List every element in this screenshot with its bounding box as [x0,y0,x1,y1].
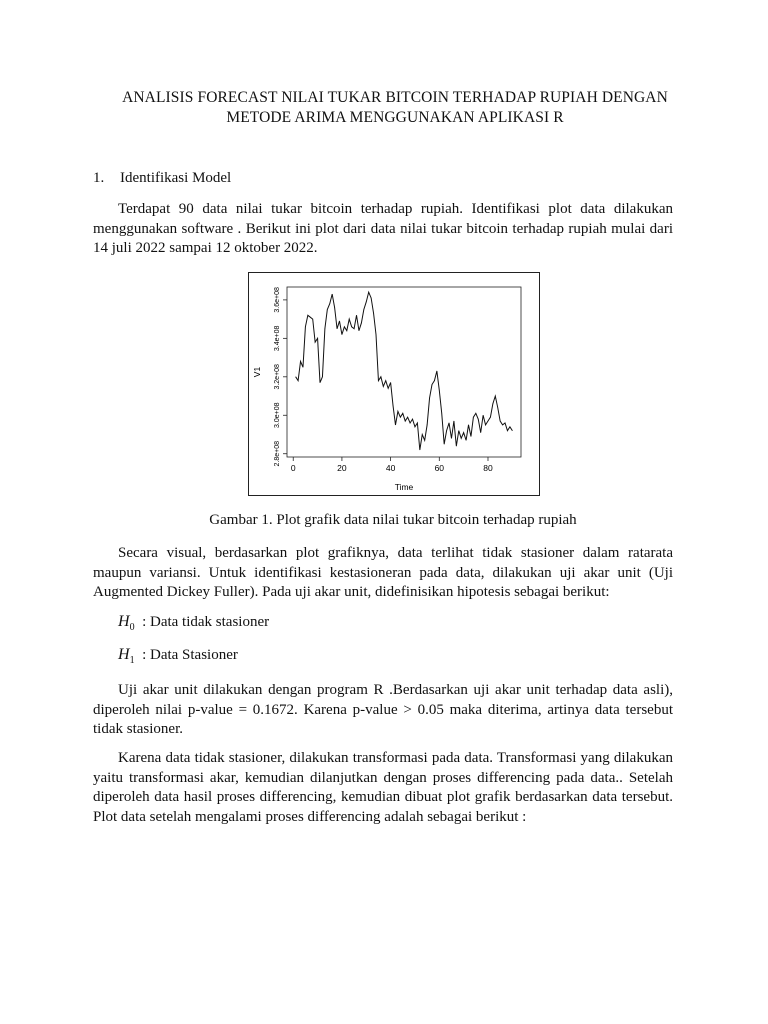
h1-symbol: H [118,646,130,663]
data-point [483,415,484,416]
line-chart [249,273,539,495]
data-point [463,432,464,433]
data-point [390,382,391,383]
data-point [405,421,406,422]
data-point [427,425,428,426]
paragraph-intro: Terdapat 90 data nilai tukar bitcoin terhadap rupiah. Identifikasi plot data dilakukan menggunakan software . Berikut ini plot dari data nilai tukar bitcoin terhadap rupiah mulai dari 14 juli 2022 sampai 12 oktober 2022. [93,201,673,256]
data-point [398,411,399,412]
data-point [325,328,326,329]
data-point [298,380,299,381]
data-point [308,315,309,316]
data-point [424,440,425,441]
data-point [371,298,372,299]
y-tick-label: 3.0e+08 [274,402,281,429]
plot-frame [287,287,521,457]
data-point [305,327,306,328]
data-point [420,450,421,451]
data-point [329,303,330,304]
x-tick-label: 80 [483,463,493,473]
data-point [383,386,384,387]
hypothesis-h1 [118,646,238,666]
data-point [295,377,296,378]
data-point [468,425,469,426]
data-point [400,417,401,418]
data-point [310,317,311,318]
section-heading [93,170,231,187]
data-point [361,323,362,324]
data-point [434,380,435,381]
data-point [349,319,350,320]
data-point [461,438,462,439]
data-point [485,425,486,426]
paragraph-transformation: Karena data tidak stasioner, dilakukan transformasi pada data. Transformasi yang dilakukan yaitu transformasi akar, kemudian dilanjutkan dengan proses differencing pada data.. Setelah diperoleh data hasil proses differencing, kemudian dibuat plot grafik berdasarkan data tersebut. Plot data setelah mengalami proses differencing adalah sebagai berikut : [93,750,673,825]
document-title [95,88,695,128]
data-point [495,396,496,397]
x-tick-label: 0 [290,463,296,473]
data-point [437,371,438,372]
section-number: 1. [93,170,105,186]
data-point [502,425,503,426]
data-point [300,361,301,362]
data-point [480,432,481,433]
data-point [368,292,369,293]
data-point [354,328,355,329]
data-point [322,377,323,378]
x-tick-label: 20 [337,463,347,473]
data-point [339,321,340,322]
data-point [490,417,491,418]
time-series-figure [248,272,540,496]
x-axis-label: Time [394,482,414,492]
data-point [441,413,442,414]
data-point [334,307,335,308]
data-point [454,421,455,422]
data-point [466,440,467,441]
h0-symbol: H [118,613,130,630]
data-point [337,328,338,329]
data-point [381,377,382,378]
data-point [378,380,379,381]
data-point [458,430,459,431]
y-axis-label: V1 [252,366,262,378]
data-point [415,427,416,428]
data-point [449,423,450,424]
y-tick-label: 3.6e+08 [274,287,281,313]
data-point [510,427,511,428]
h1-text: : Data Stasioner [142,647,238,663]
data-point [451,438,452,439]
data-point [351,327,352,328]
x-tick-label: 60 [434,463,445,473]
series-line [296,292,513,450]
data-point [346,330,347,331]
data-point [471,436,472,437]
data-point [312,319,313,320]
data-point [364,309,365,310]
data-point [407,417,408,418]
data-point [344,327,345,328]
data-point [478,419,479,420]
data-point [327,309,328,310]
data-point [388,388,389,389]
data-point [507,430,508,431]
title-line-2: METODE ARIMA MENGGUNAKAN APLIKASI R [226,109,564,126]
data-point [500,421,501,422]
data-point [385,380,386,381]
data-point [432,384,433,385]
data-point [505,423,506,424]
h0-subscript: 0 [129,622,135,633]
data-point [317,338,318,339]
data-point [422,434,423,435]
data-point [410,423,411,424]
section-title: Identifikasi Model [120,170,232,186]
data-point [376,334,377,335]
data-point [342,334,343,335]
data-point [356,315,357,316]
data-point [493,403,494,404]
data-point [359,330,360,331]
data-point [456,446,457,447]
data-point [512,430,513,431]
x-axis [291,457,493,473]
data-point [417,423,418,424]
data-point [395,425,396,426]
data-point [373,313,374,314]
data-point [476,413,477,414]
data-point [444,444,445,445]
data-point [320,382,321,383]
data-point [393,405,394,406]
data-point [315,342,316,343]
title-line-1: ANALISIS FORECAST NILAI TUKAR BITCOIN TERHADAP RUPIAH DENGAN [122,89,668,106]
hypothesis-h0 [118,613,269,633]
y-tick-label: 3.2e+08 [274,364,281,390]
h0-text: : Data tidak stasioner [142,614,270,630]
paragraph-adf-test: Uji akar unit dilakukan dengan program R .Berdasarkan uji akar unit terhadap data asli), diperoleh nilai p-value = 0.1672. Karena p-value > 0.05 maka diterima, artinya data tersebut tidak stasioner. [93,682,673,737]
data-point [488,421,489,422]
data-point [332,294,333,295]
data-point [429,398,430,399]
paragraph-visual: Secara visual, berdasarkan plot grafiknya, data terlihat tidak stasioner dalam ratarata maupun variansi. Untuk identifikasi kestasioneran pada data, dilakukan uji akar unit (Uji Augmented Dickey Fuller). Pada uji akar unit, didefinisikan hipotesis sebagai berikut: [93,545,673,600]
data-point [366,302,367,303]
y-axis [274,287,287,466]
data-point [303,367,304,368]
data-point [497,407,498,408]
data-point [439,390,440,391]
data-point [446,430,447,431]
y-tick-label: 3.4e+08 [274,325,281,352]
x-tick-label: 40 [385,463,396,473]
data-point [473,417,474,418]
h1-subscript: 1 [129,655,135,666]
y-tick-label: 2.8e+08 [274,440,281,467]
data-point [412,419,413,420]
figure-caption: Gambar 1. Plot grafik data nilai tukar bitcoin terhadap rupiah [209,512,577,528]
data-point [402,413,403,414]
